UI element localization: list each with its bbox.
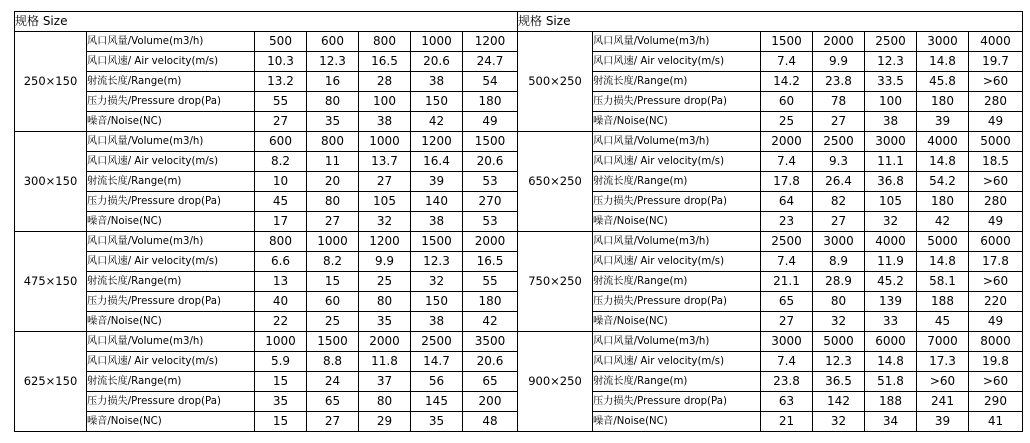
value-cell: 15 xyxy=(255,372,307,392)
value-cell: 280 xyxy=(969,192,1023,212)
value-cell: 9.9 xyxy=(359,252,411,272)
value-cell: 32 xyxy=(359,212,411,232)
value-cell: 45.2 xyxy=(865,272,917,292)
value-cell: 38 xyxy=(865,112,917,132)
value-cell: 1200 xyxy=(463,32,518,52)
value-cell: 7.4 xyxy=(761,252,813,272)
table-row xyxy=(15,232,518,252)
table-row xyxy=(518,392,1023,412)
value-cell: 241 xyxy=(917,392,969,412)
value-cell: 27 xyxy=(307,412,359,432)
value-cell: 65 xyxy=(463,372,518,392)
value-cell: 38 xyxy=(359,112,411,132)
value-cell: 600 xyxy=(307,32,359,52)
header-row xyxy=(15,12,518,32)
value-cell: 3000 xyxy=(917,32,969,52)
table-row xyxy=(518,412,1023,432)
value-cell: 60 xyxy=(761,92,813,112)
value-cell: 11.9 xyxy=(865,252,917,272)
value-cell: 9.3 xyxy=(813,152,865,172)
value-cell: 23 xyxy=(761,212,813,232)
size-cell: 650×250 xyxy=(518,132,593,232)
table-row xyxy=(15,32,518,52)
param-label: 噪音/Noise(NC) xyxy=(87,112,255,132)
value-cell: 2000 xyxy=(463,232,518,252)
value-cell: >60 xyxy=(969,372,1023,392)
value-cell: 60 xyxy=(307,292,359,312)
value-cell: 800 xyxy=(307,132,359,152)
value-cell: 6000 xyxy=(969,232,1023,252)
value-cell: 42 xyxy=(411,112,463,132)
table-row xyxy=(518,372,1023,392)
param-label: 射流长度/Range(m) xyxy=(593,72,761,92)
value-cell: 80 xyxy=(359,392,411,412)
value-cell: 80 xyxy=(813,292,865,312)
value-cell: 33.5 xyxy=(865,72,917,92)
size-cell: 500×250 xyxy=(518,32,593,132)
left-spec-body xyxy=(15,12,518,432)
value-cell: 45.8 xyxy=(917,72,969,92)
table-row xyxy=(15,92,518,112)
value-cell: 25 xyxy=(359,272,411,292)
value-cell: 27 xyxy=(359,172,411,192)
value-cell: 42 xyxy=(463,312,518,332)
value-cell: 1500 xyxy=(307,332,359,352)
param-label: 风口风速/ Air velocity(m/s) xyxy=(87,152,255,172)
table-row xyxy=(15,272,518,292)
table-row xyxy=(15,172,518,192)
param-label: 风口风速/ Air velocity(m/s) xyxy=(593,352,761,372)
value-cell: 48 xyxy=(463,412,518,432)
value-cell: 220 xyxy=(969,292,1023,312)
param-label: 风口风量/Volume(m3/h) xyxy=(593,332,761,352)
table-row xyxy=(518,72,1023,92)
value-cell: 35 xyxy=(255,392,307,412)
value-cell: 45 xyxy=(255,192,307,212)
value-cell: 13 xyxy=(255,272,307,292)
param-label: 风口风量/Volume(m3/h) xyxy=(87,132,255,152)
param-label: 噪音/Noise(NC) xyxy=(593,212,761,232)
value-cell: 16.5 xyxy=(463,252,518,272)
value-cell: 38 xyxy=(411,212,463,232)
value-cell: 1500 xyxy=(411,232,463,252)
value-cell: 1000 xyxy=(255,332,307,352)
right-spec-table xyxy=(517,11,1023,432)
value-cell: 188 xyxy=(865,392,917,412)
value-cell: 100 xyxy=(865,92,917,112)
value-cell: 80 xyxy=(307,192,359,212)
param-label: 风口风速/ Air velocity(m/s) xyxy=(87,252,255,272)
value-cell: 7000 xyxy=(917,332,969,352)
param-label: 射流长度/Range(m) xyxy=(87,272,255,292)
value-cell: 800 xyxy=(359,32,411,52)
value-cell: 17 xyxy=(255,212,307,232)
value-cell: 800 xyxy=(255,232,307,252)
value-cell: 27 xyxy=(307,212,359,232)
value-cell: 65 xyxy=(307,392,359,412)
value-cell: 270 xyxy=(463,192,518,212)
value-cell: 25 xyxy=(761,112,813,132)
value-cell: 28 xyxy=(359,72,411,92)
right-spec-body xyxy=(518,12,1023,432)
value-cell: 14.8 xyxy=(917,252,969,272)
table-row xyxy=(518,92,1023,112)
value-cell: 13.2 xyxy=(255,72,307,92)
param-label: 射流长度/Range(m) xyxy=(87,72,255,92)
value-cell: 19.8 xyxy=(969,352,1023,372)
value-cell: 51.8 xyxy=(865,372,917,392)
left-spec-table xyxy=(14,11,518,432)
value-cell: 54.2 xyxy=(917,172,969,192)
table-row xyxy=(15,212,518,232)
value-cell: 11 xyxy=(307,152,359,172)
value-cell: 1200 xyxy=(411,132,463,152)
value-cell: 56 xyxy=(411,372,463,392)
value-cell: 6.6 xyxy=(255,252,307,272)
table-row xyxy=(518,292,1023,312)
header-row xyxy=(518,12,1023,32)
value-cell: 2500 xyxy=(865,32,917,52)
table-row xyxy=(518,312,1023,332)
param-label: 风口风量/Volume(m3/h) xyxy=(87,332,255,352)
value-cell: 53 xyxy=(463,172,518,192)
value-cell: 21.1 xyxy=(761,272,813,292)
param-label: 风口风量/Volume(m3/h) xyxy=(87,32,255,52)
value-cell: 20.6 xyxy=(411,52,463,72)
table-row xyxy=(518,232,1023,252)
param-label: 射流长度/Range(m) xyxy=(593,272,761,292)
value-cell: 1500 xyxy=(761,32,813,52)
value-cell: 55 xyxy=(255,92,307,112)
value-cell: 22 xyxy=(255,312,307,332)
table-row xyxy=(15,132,518,152)
value-cell: 35 xyxy=(307,112,359,132)
table-row xyxy=(518,272,1023,292)
param-label: 风口风量/Volume(m3/h) xyxy=(87,232,255,252)
param-label: 压力损失/Pressure drop(Pa) xyxy=(87,292,255,312)
value-cell: 7.4 xyxy=(761,52,813,72)
value-cell: 42 xyxy=(917,212,969,232)
size-cell: 250×150 xyxy=(15,32,87,132)
size-cell: 300×150 xyxy=(15,132,87,232)
value-cell: 18.5 xyxy=(969,152,1023,172)
value-cell: 4000 xyxy=(917,132,969,152)
value-cell: 10.3 xyxy=(255,52,307,72)
value-cell: 5000 xyxy=(969,132,1023,152)
table-row xyxy=(518,352,1023,372)
value-cell: 180 xyxy=(463,92,518,112)
value-cell: >60 xyxy=(917,372,969,392)
value-cell: 9.9 xyxy=(813,52,865,72)
param-label: 压力损失/Pressure drop(Pa) xyxy=(87,192,255,212)
value-cell: 8.2 xyxy=(307,252,359,272)
value-cell: 32 xyxy=(813,312,865,332)
value-cell: 16.4 xyxy=(411,152,463,172)
value-cell: 80 xyxy=(307,92,359,112)
value-cell: 4000 xyxy=(865,232,917,252)
value-cell: 8.2 xyxy=(255,152,307,172)
value-cell: 100 xyxy=(359,92,411,112)
table-row xyxy=(518,52,1023,72)
table-row xyxy=(15,52,518,72)
param-label: 噪音/Noise(NC) xyxy=(593,312,761,332)
value-cell: 35 xyxy=(359,312,411,332)
value-cell: 12.3 xyxy=(307,52,359,72)
value-cell: 5000 xyxy=(813,332,865,352)
value-cell: 2000 xyxy=(761,132,813,152)
param-label: 压力损失/Pressure drop(Pa) xyxy=(593,292,761,312)
value-cell: 64 xyxy=(761,192,813,212)
value-cell: 1500 xyxy=(463,132,518,152)
table-row xyxy=(15,292,518,312)
value-cell: 14.2 xyxy=(761,72,813,92)
param-label: 压力损失/Pressure drop(Pa) xyxy=(593,92,761,112)
param-label: 噪音/Noise(NC) xyxy=(87,412,255,432)
param-label: 压力损失/Pressure drop(Pa) xyxy=(593,392,761,412)
value-cell: 150 xyxy=(411,92,463,112)
param-label: 风口风速/ Air velocity(m/s) xyxy=(593,52,761,72)
value-cell: 27 xyxy=(761,312,813,332)
size-header: 规格 Size xyxy=(15,12,518,32)
value-cell: 290 xyxy=(969,392,1023,412)
value-cell: 26.4 xyxy=(813,172,865,192)
size-cell: 750×250 xyxy=(518,232,593,332)
table-row xyxy=(15,192,518,212)
value-cell: 17.8 xyxy=(761,172,813,192)
value-cell: 8.8 xyxy=(307,352,359,372)
size-header: 规格 Size xyxy=(518,12,1023,32)
param-label: 噪音/Noise(NC) xyxy=(593,112,761,132)
param-label: 风口风量/Volume(m3/h) xyxy=(593,232,761,252)
value-cell: 32 xyxy=(865,212,917,232)
value-cell: 200 xyxy=(463,392,518,412)
value-cell: 27 xyxy=(255,112,307,132)
value-cell: 1200 xyxy=(359,232,411,252)
value-cell: 53 xyxy=(463,212,518,232)
value-cell: 4000 xyxy=(969,32,1023,52)
value-cell: 38 xyxy=(411,312,463,332)
value-cell: 16.5 xyxy=(359,52,411,72)
value-cell: 180 xyxy=(917,92,969,112)
value-cell: 12.3 xyxy=(865,52,917,72)
value-cell: 82 xyxy=(813,192,865,212)
value-cell: 2500 xyxy=(761,232,813,252)
param-label: 风口风速/ Air velocity(m/s) xyxy=(87,352,255,372)
value-cell: 139 xyxy=(865,292,917,312)
table-row xyxy=(15,72,518,92)
value-cell: 49 xyxy=(463,112,518,132)
value-cell: 7.4 xyxy=(761,352,813,372)
value-cell: 63 xyxy=(761,392,813,412)
table-row xyxy=(518,132,1023,152)
value-cell: 37 xyxy=(359,372,411,392)
table-row xyxy=(518,212,1023,232)
table-row xyxy=(518,252,1023,272)
value-cell: 17.8 xyxy=(969,252,1023,272)
value-cell: 600 xyxy=(255,132,307,152)
param-label: 噪音/Noise(NC) xyxy=(87,312,255,332)
value-cell: 16 xyxy=(307,72,359,92)
value-cell: 2500 xyxy=(813,132,865,152)
value-cell: 32 xyxy=(411,272,463,292)
value-cell: 142 xyxy=(813,392,865,412)
value-cell: >60 xyxy=(969,72,1023,92)
value-cell: 32 xyxy=(813,412,865,432)
value-cell: 55 xyxy=(463,272,518,292)
value-cell: 3000 xyxy=(813,232,865,252)
value-cell: 78 xyxy=(813,92,865,112)
param-label: 压力损失/Pressure drop(Pa) xyxy=(593,192,761,212)
table-row xyxy=(15,112,518,132)
value-cell: 34 xyxy=(865,412,917,432)
table-row xyxy=(518,192,1023,212)
value-cell: 54 xyxy=(463,72,518,92)
value-cell: 19.7 xyxy=(969,52,1023,72)
table-row xyxy=(15,152,518,172)
value-cell: 49 xyxy=(969,312,1023,332)
value-cell: 33 xyxy=(865,312,917,332)
value-cell: 2000 xyxy=(359,332,411,352)
table-row xyxy=(518,332,1023,352)
table-row xyxy=(15,392,518,412)
size-cell: 625×150 xyxy=(15,332,87,432)
param-label: 射流长度/Range(m) xyxy=(593,172,761,192)
value-cell: 11.1 xyxy=(865,152,917,172)
value-cell: 140 xyxy=(411,192,463,212)
value-cell: 8000 xyxy=(969,332,1023,352)
param-label: 射流长度/Range(m) xyxy=(87,172,255,192)
value-cell: 38 xyxy=(411,72,463,92)
param-label: 射流长度/Range(m) xyxy=(593,372,761,392)
size-cell: 475×150 xyxy=(15,232,87,332)
value-cell: 188 xyxy=(917,292,969,312)
param-label: 噪音/Noise(NC) xyxy=(87,212,255,232)
value-cell: 20.6 xyxy=(463,352,518,372)
value-cell: 49 xyxy=(969,112,1023,132)
value-cell: 39 xyxy=(917,412,969,432)
value-cell: 6000 xyxy=(865,332,917,352)
table-row xyxy=(518,152,1023,172)
value-cell: 3500 xyxy=(463,332,518,352)
value-cell: 65 xyxy=(761,292,813,312)
param-label: 压力损失/Pressure drop(Pa) xyxy=(87,92,255,112)
value-cell: 7.4 xyxy=(761,152,813,172)
param-label: 射流长度/Range(m) xyxy=(87,372,255,392)
value-cell: 17.3 xyxy=(917,352,969,372)
value-cell: 3000 xyxy=(761,332,813,352)
value-cell: 14.8 xyxy=(865,352,917,372)
table-row xyxy=(15,332,518,352)
value-cell: 39 xyxy=(411,172,463,192)
value-cell: 80 xyxy=(359,292,411,312)
value-cell: 13.7 xyxy=(359,152,411,172)
value-cell: 25 xyxy=(307,312,359,332)
value-cell: 12.3 xyxy=(411,252,463,272)
value-cell: 27 xyxy=(813,112,865,132)
value-cell: 14.8 xyxy=(917,152,969,172)
value-cell: 24 xyxy=(307,372,359,392)
value-cell: 11.8 xyxy=(359,352,411,372)
value-cell: >60 xyxy=(969,172,1023,192)
value-cell: 180 xyxy=(463,292,518,312)
param-label: 风口风量/Volume(m3/h) xyxy=(593,32,761,52)
table-row xyxy=(15,412,518,432)
param-label: 风口风速/ Air velocity(m/s) xyxy=(87,52,255,72)
value-cell: 10 xyxy=(255,172,307,192)
value-cell: 500 xyxy=(255,32,307,52)
table-row xyxy=(15,372,518,392)
value-cell: 105 xyxy=(865,192,917,212)
value-cell: 23.8 xyxy=(813,72,865,92)
value-cell: 28.9 xyxy=(813,272,865,292)
value-cell: 5.9 xyxy=(255,352,307,372)
value-cell: 105 xyxy=(359,192,411,212)
value-cell: 5000 xyxy=(917,232,969,252)
value-cell: 23.8 xyxy=(761,372,813,392)
value-cell: 15 xyxy=(255,412,307,432)
value-cell: 36.5 xyxy=(813,372,865,392)
value-cell: 20 xyxy=(307,172,359,192)
value-cell: 20.6 xyxy=(463,152,518,172)
table-row xyxy=(15,252,518,272)
value-cell: 29 xyxy=(359,412,411,432)
param-label: 风口风速/ Air velocity(m/s) xyxy=(593,252,761,272)
value-cell: 21 xyxy=(761,412,813,432)
value-cell: 35 xyxy=(411,412,463,432)
value-cell: 27 xyxy=(813,212,865,232)
value-cell: 24.7 xyxy=(463,52,518,72)
value-cell: 49 xyxy=(969,212,1023,232)
value-cell: 3000 xyxy=(865,132,917,152)
param-label: 噪音/Noise(NC) xyxy=(593,412,761,432)
value-cell: 1000 xyxy=(307,232,359,252)
table-row xyxy=(15,352,518,372)
value-cell: 180 xyxy=(917,192,969,212)
table-row xyxy=(518,112,1023,132)
table-row xyxy=(518,32,1023,52)
value-cell: 145 xyxy=(411,392,463,412)
value-cell: 14.7 xyxy=(411,352,463,372)
value-cell: 150 xyxy=(411,292,463,312)
value-cell: 40 xyxy=(255,292,307,312)
value-cell: 58.1 xyxy=(917,272,969,292)
value-cell: 1000 xyxy=(359,132,411,152)
size-cell: 900×250 xyxy=(518,332,593,432)
value-cell: 14.8 xyxy=(917,52,969,72)
value-cell: >60 xyxy=(969,272,1023,292)
value-cell: 41 xyxy=(969,412,1023,432)
value-cell: 8.9 xyxy=(813,252,865,272)
table-row xyxy=(518,172,1023,192)
value-cell: 39 xyxy=(917,112,969,132)
value-cell: 280 xyxy=(969,92,1023,112)
value-cell: 12.3 xyxy=(813,352,865,372)
value-cell: 2000 xyxy=(813,32,865,52)
value-cell: 36.8 xyxy=(865,172,917,192)
param-label: 风口风量/Volume(m3/h) xyxy=(593,132,761,152)
param-label: 风口风速/ Air velocity(m/s) xyxy=(593,152,761,172)
param-label: 压力损失/Pressure drop(Pa) xyxy=(87,392,255,412)
value-cell: 2500 xyxy=(411,332,463,352)
table-row xyxy=(15,312,518,332)
value-cell: 15 xyxy=(307,272,359,292)
value-cell: 1000 xyxy=(411,32,463,52)
value-cell: 45 xyxy=(917,312,969,332)
